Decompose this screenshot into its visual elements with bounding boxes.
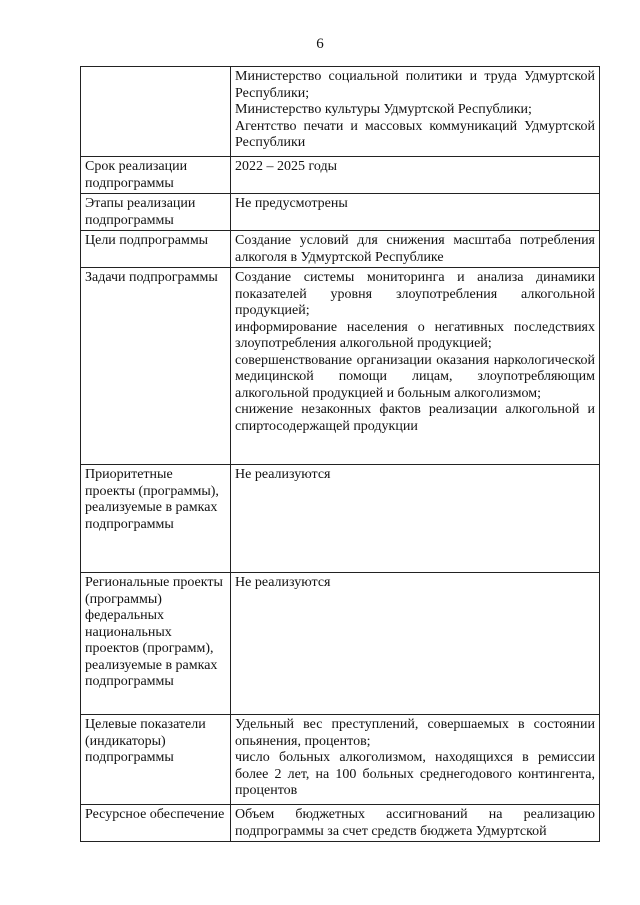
row-label: Ресурсное обеспечение xyxy=(81,805,231,842)
row-label: Цели подпрограммы xyxy=(81,231,231,268)
row-label: Задачи подпрограммы xyxy=(81,268,231,465)
subprogram-passport-table xyxy=(80,66,600,842)
value-paragraph: Удельный вес преступлений, совершаемых в состоянии опьянения, процентов; xyxy=(235,717,595,749)
row-label xyxy=(81,67,231,157)
value-paragraph: Объем бюджетных ассигнований на реализацию подпрограммы за счет средств бюджета Удмуртской xyxy=(235,807,595,839)
value-paragraph: Не реализуются xyxy=(235,467,331,482)
table-row xyxy=(81,67,600,157)
table-row xyxy=(81,715,600,805)
table-row xyxy=(81,268,600,465)
value-paragraph: совершенствование организации оказания наркологической медицинской помощи лицам, злоупотребляющим алкогольной продукцией и больным алкоголизмом; xyxy=(235,352,595,401)
table-row xyxy=(81,157,600,194)
row-value xyxy=(231,465,600,573)
row-label: Целевые показатели (индикаторы) подпрограммы xyxy=(81,715,231,805)
row-value xyxy=(231,67,600,157)
value-paragraph: снижение незаконных фактов реализации алкогольной и спиртосодержащей продукции xyxy=(235,402,595,434)
value-paragraph: Министерство культуры Удмуртской Республики; xyxy=(235,102,532,117)
value-paragraph: Создание условий для снижения масштаба потребления алкоголя в Удмуртской Республике xyxy=(235,233,595,265)
table-row xyxy=(81,231,600,268)
row-value xyxy=(231,573,600,715)
row-value xyxy=(231,268,600,465)
table-row xyxy=(81,573,600,715)
row-value xyxy=(231,715,600,805)
table-row xyxy=(81,194,600,231)
row-label: Региональные проекты (программы) федеральных национальных проектов (программ), реализуемые в рамках подпрограммы xyxy=(81,573,231,715)
page-number: 6 xyxy=(316,36,324,52)
row-label: Этапы реализации подпрограммы xyxy=(81,194,231,231)
value-paragraph: 2022 – 2025 годы xyxy=(235,159,338,174)
value-paragraph: Агентство печати и массовых коммуникаций Удмуртской Республики xyxy=(235,118,595,150)
row-label: Срок реализации подпрограммы xyxy=(81,157,231,194)
value-paragraph: информирование населения о негативных последствиях злоупотребления алкогольной продукцией; xyxy=(235,319,595,351)
value-paragraph: Не предусмотрены xyxy=(235,196,348,211)
table-row xyxy=(81,805,600,842)
row-value xyxy=(231,231,600,268)
row-value xyxy=(231,805,600,842)
value-paragraph: Министерство социальной политики и труда Удмуртской Республики; xyxy=(235,69,595,101)
table-row xyxy=(81,465,600,573)
row-value xyxy=(231,157,600,194)
value-paragraph: число больных алкоголизмом, находящихся в ремиссии более 2 лет, на 100 больных среднегодового контингента, процентов xyxy=(235,750,595,798)
row-label: Приоритетные проекты (программы), реализуемые в рамках подпрограммы xyxy=(81,465,231,573)
value-paragraph: Не реализуются xyxy=(235,575,331,590)
row-value xyxy=(231,194,600,231)
value-paragraph: Создание системы мониторинга и анализа динамики показателей уровня злоупотребления алкогольной продукцией; xyxy=(235,270,595,318)
